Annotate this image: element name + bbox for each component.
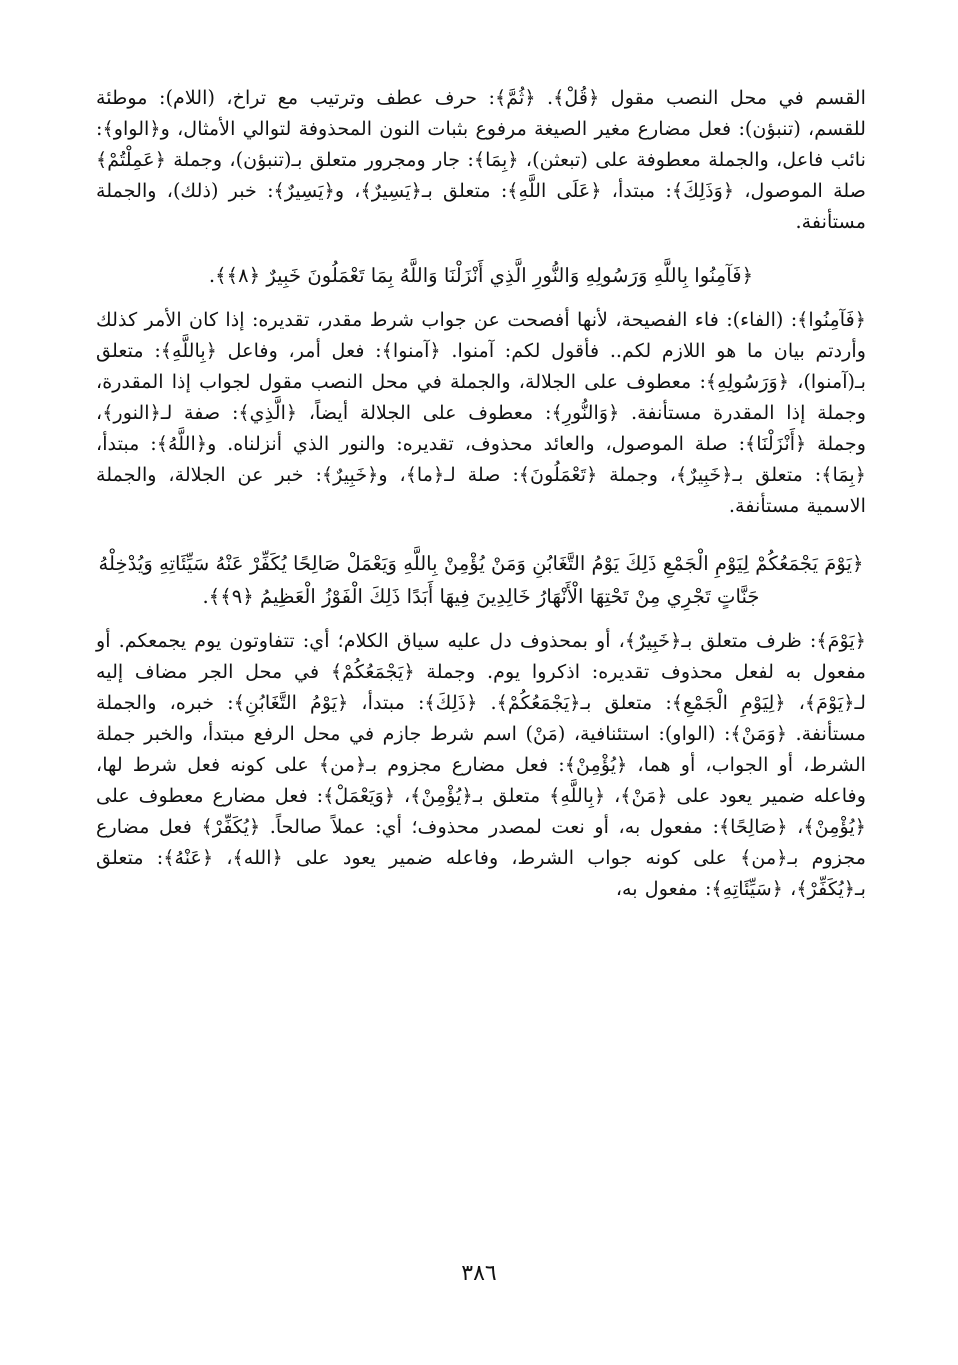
document-page <box>96 82 866 904</box>
page-number: ٣٨٦ <box>461 1261 497 1286</box>
commentary-paragraph-2: ﴿فَآمِنُوا﴾: (الفاء): فاء الفصيحة، لأنها أفصحت عن جواب شرط مقدر، تقديره: إذا كان الأمر كذلك وأردتم بيان ما هو اللازم لكم.. فأقول لكم: آمنوا. ﴿آمنوا﴾: فعل أمر، وفاعل ﴿بِاللَّهِ﴾: متعلق بـ(آمنوا)، ﴿وَرَسُولِهِ﴾: معطوف على الجلالة، والجملة في محل النصب مقول لجواب إذا المقدرة، وجملة إذا المقدرة مستأنفة. ﴿وَالنُّورِ﴾: معطوف على الجلالة أيضاً، ﴿الَّذِي﴾: صفة لـ﴿النور﴾، وجملة ﴿أَنْزَلْنَا﴾: صلة الموصول، والعائد محذوف، تقديره: والنور الذي أنزلناه. و﴿اللَّهُ﴾: مبتدأ، ﴿بِمَا﴾: متعلق بـ﴿خَبِيرٌ﴾، وجملة ﴿تَعْمَلُونَ﴾: صلة لـ﴿ما﴾، و﴿خَبِيرٌ﴾: خبر عن الجلالة، والجملة الاسمية مستأنفة. <box>96 308 866 517</box>
commentary-paragraph-3: ﴿يَوْمَ﴾: ظرف متعلق بـ﴿خَبِيرٌ﴾، أو بمحذوف دل عليه سياق الكلام؛ أي: تتفاوتون يوم يجمعكم. أو مفعول به لفعل محذوف تقديره: اذكروا يوم. وجملة ﴿يَجْمَعُكُمْ﴾ في محل الجر مضاف إليه لـ﴿يَوْمَ﴾، ﴿لِيَوْمِ الْجَمْعِ﴾: متعلق بـ﴿يَجْمَعُكُمْ﴾. ﴿ذَلِكَ﴾: مبتدأ، ﴿يَوْمُ التَّغَابُنِ﴾: خبره، والجملة مستأنفة. ﴿وَمَنْ﴾: (الواو): استئنافية، (مَنْ) اسم شرط جازم في محل الرفع مبتدأ، والخبر جملة الشرط، أو الجواب، أو هما، ﴿يُؤْمِنْ﴾: فعل مضارع مجزوم بـ﴿من﴾ على كونه فعل شرط لها، وفاعله ضمير يعود على ﴿مَنْ﴾، ﴿بِاللَّهِ﴾ متعلق بـ﴿يُؤْمِنْ﴾، ﴿وَيَعْمَلْ﴾: فعل مضارع معطوف على ﴿يُؤْمِنْ﴾، ﴿صَالِحًا﴾: مفعول به، أو نعت لمصدر محذوف؛ أي: عملاً صالحاً. ﴿يُكَفِّرْ﴾ فعل مضارع مجزوم بـ﴿من﴾ على كونه جواب الشرط، وفاعله ضمير يعود على ﴿الله﴾، ﴿عَنْهُ﴾: متعلق بـ﴿يُكَفِّرْ﴾، ﴿سَيِّئَاتِهِ﴾: مفعول به، <box>96 629 866 900</box>
commentary-paragraph-1: القسم في محل النصب مقول ﴿قُلْ﴾. ﴿ثُمَّ﴾: حرف عطف وترتيب مع تراخ، (اللام): موطئة للقسم، (تنبؤن): فعل مضارع مغير الصيغة مرفوع بثبات النون المحذوفة لتوالي الأمثال، و﴿الواو﴾: نائب فاعل، والجملة معطوفة على (تبعثن)، ﴿بِمَا﴾: جار ومجرور متعلق بـ(تنبؤن)، وجملة ﴿عَمِلْتُمْ﴾ صلة الموصول، ﴿وَذَلِكَ﴾: مبتدأ، ﴿عَلَى اللَّهِ﴾: متعلق بـ﴿يَسِيرٌ﴾، و﴿يَسِيرٌ﴾: خبر (ذلك)، والجملة مستأنفة. <box>96 86 866 233</box>
quran-verse-8: ﴿فَآمِنُوا بِاللَّهِ وَرَسُولِهِ وَالنُّورِ الَّذِي أَنْزَلْنَا وَاللَّهُ بِمَا تَعْمَلُونَ خَبِيرٌ ﴿٨﴾﴾. <box>208 264 754 287</box>
spacer <box>96 521 866 539</box>
spacer <box>96 237 866 251</box>
quran-verse-9: ﴿يَوْمَ يَجْمَعُكُمْ لِيَوْمِ الْجَمْعِ ذَلِكَ يَوْمُ التَّغَابُنِ وَمَنْ يُؤْمِنْ بِاللَّهِ وَيَعْمَلْ صَالِحًا يُكَفِّرْ عَنْهُ سَيِّئَاتِهِ وَيُدْخِلْهُ جَنَّاتٍ تَجْرِي مِنْ تَحْتِهَا الْأَنْهَارُ خَالِدِينَ فِيهَا أَبَدًا ذَلِكَ الْفَوْزُ الْعَظِيمُ ﴿٩﴾﴾. <box>98 552 864 608</box>
